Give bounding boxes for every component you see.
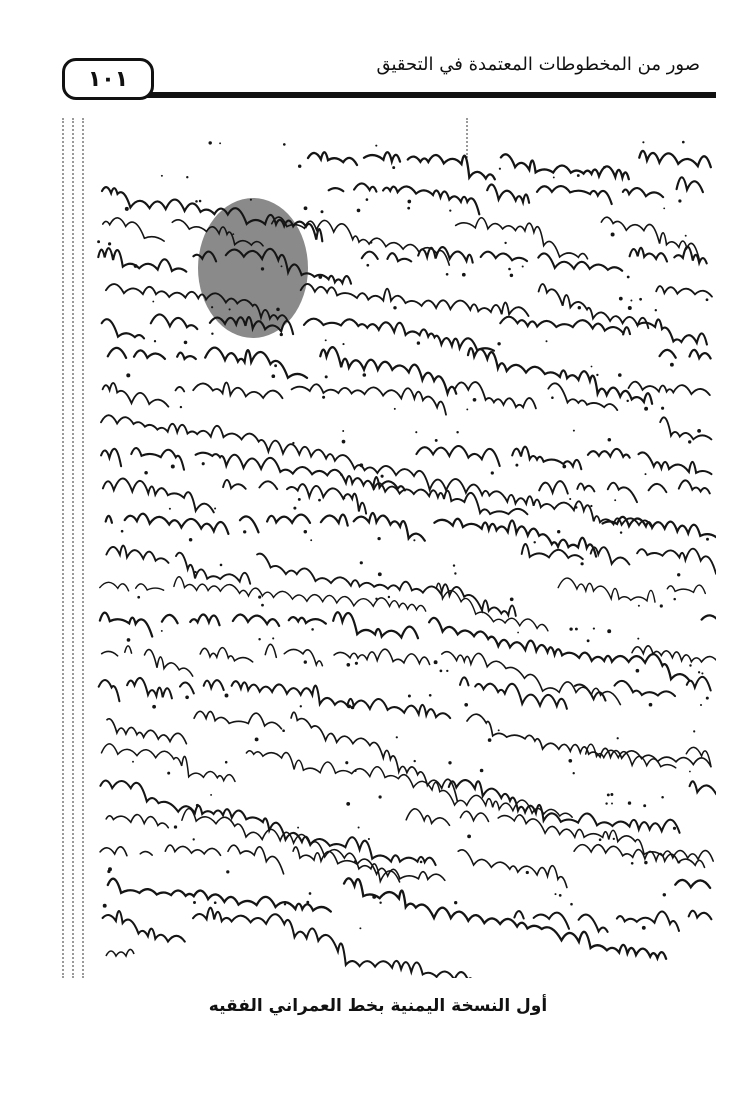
diacritic-dot [372, 895, 376, 899]
diacritic-dot [292, 442, 294, 444]
diacritic-dot [575, 506, 578, 509]
handwriting-strokes [58, 118, 716, 978]
diacritic-dot [689, 664, 691, 666]
diacritic-dot [282, 729, 285, 732]
diacritic-dot [107, 870, 110, 873]
diacritic-dot [346, 663, 350, 667]
diacritic-dot [359, 927, 361, 929]
diacritic-dot [325, 339, 327, 341]
page-number: ١٠١ [62, 58, 154, 100]
diacritic-dot [644, 407, 648, 411]
diacritic-dot [642, 141, 644, 143]
diacritic-dot [599, 838, 602, 841]
diacritic-dot [193, 838, 195, 840]
diacritic-dot [322, 396, 325, 399]
diacritic-dot [610, 793, 613, 796]
manuscript-line [106, 809, 716, 882]
manuscript-line [102, 314, 707, 350]
diacritic-dot [618, 373, 622, 377]
diacritic-dot [644, 861, 647, 864]
diacritic-dot [435, 439, 438, 442]
manuscript-image [58, 118, 716, 978]
diacritic-dot [578, 306, 581, 309]
diacritic-dot [127, 638, 131, 642]
diacritic-dot [280, 333, 283, 336]
diacritic-dot [370, 241, 373, 244]
diacritic-dot [678, 199, 681, 202]
diacritic-dot [293, 507, 296, 510]
diacritic-dot [214, 507, 216, 509]
diacritic-dot [685, 235, 687, 237]
diacritic-dot [284, 903, 286, 905]
diacritic-dot [360, 561, 363, 564]
diacritic-dot [677, 573, 680, 576]
diacritic-dot [351, 706, 355, 710]
diacritic-dot [446, 670, 448, 672]
diacritic-dot [408, 695, 411, 698]
diacritic-dot [587, 639, 590, 642]
diacritic-dot [420, 861, 423, 864]
diacritic-dot [108, 242, 111, 245]
diacritic-dot [488, 738, 492, 742]
diacritic-dot [655, 309, 657, 311]
diacritic-dot [343, 497, 346, 500]
manuscript-line [108, 878, 710, 959]
diacritic-dot [354, 860, 356, 862]
diacritic-dot [569, 627, 572, 630]
diacritic-dot [347, 705, 351, 709]
diacritic-dot [614, 499, 616, 501]
diacritic-dot [377, 537, 380, 540]
diacritic-dot [533, 541, 535, 543]
diacritic-dot [298, 164, 301, 167]
diacritic-dot [250, 199, 252, 201]
diacritic-dot [661, 407, 664, 410]
running-title: صور من المخطوطات المعتمدة في التحقيق [376, 54, 700, 75]
diacritic-dot [355, 662, 358, 665]
diacritic-dot [504, 242, 506, 244]
diacritic-dot [321, 210, 324, 213]
diacritic-dot [103, 904, 107, 908]
diacritic-dot [706, 538, 709, 541]
diacritic-dot [415, 431, 417, 433]
diacritic-dot [318, 499, 321, 502]
diacritic-dot [211, 332, 213, 334]
diacritic-dot [526, 871, 529, 874]
diacritic-dot [697, 429, 701, 433]
manuscript-line [106, 513, 716, 557]
diacritic-dot [134, 264, 138, 268]
catchword [106, 949, 134, 956]
diacritic-dot [272, 637, 274, 639]
diacritic-dot [688, 440, 691, 443]
diacritic-dot [515, 464, 518, 467]
diacritic-dot [189, 538, 193, 542]
diacritic-dot [226, 870, 229, 873]
diacritic-dot [590, 505, 592, 507]
diacritic-dot [663, 893, 666, 896]
diacritic-dot [225, 761, 228, 764]
diacritic-dot [413, 539, 415, 541]
diacritic-dot [619, 297, 623, 301]
diacritic-dot [553, 176, 555, 178]
diacritic-dot [184, 341, 188, 345]
diacritic-dot [473, 398, 477, 402]
diacritic-dot [639, 298, 642, 301]
diacritic-dot [310, 539, 312, 541]
diacritic-dot [300, 705, 302, 707]
diacritic-dot [645, 473, 647, 475]
diacritic-dot [283, 143, 286, 146]
diacritic-dot [342, 343, 344, 345]
diacritic-dot [414, 760, 416, 762]
diacritic-dot [568, 759, 572, 763]
diacritic-dot [194, 571, 196, 573]
diacritic-dot [630, 300, 632, 302]
diacritic-dot [700, 704, 702, 706]
diacritic-dot [392, 166, 395, 169]
diacritic-dot [498, 729, 500, 731]
diacritic-dot [161, 175, 163, 177]
diacritic-dot [225, 694, 229, 698]
diacritic-dot [388, 596, 390, 598]
diacritic-dot [417, 341, 420, 344]
diacritic-dot [121, 530, 124, 533]
diacritic-dot [628, 306, 632, 310]
ink-stain [198, 198, 308, 338]
diacritic-dot [454, 572, 456, 574]
diacritic-dot [573, 430, 575, 432]
diacritic-dot [261, 604, 264, 607]
diacritic-dot [255, 737, 259, 741]
diacritic-dot [603, 166, 606, 169]
diacritic-dot [311, 628, 314, 631]
diacritic-dot [456, 431, 458, 433]
diacritic-dot [208, 141, 211, 144]
diacritic-dot [499, 168, 501, 170]
diacritic-dot [220, 564, 223, 567]
diacritic-dot [596, 374, 598, 376]
diacritic-dot [497, 342, 500, 345]
diacritic-dot [706, 697, 709, 700]
diacritic-dot [345, 761, 348, 764]
diacritic-dot [613, 838, 615, 840]
diacritic-dot [306, 901, 309, 904]
diacritic-dot [126, 373, 130, 377]
diacritic-dot [378, 572, 382, 576]
diacritic-dot [340, 473, 343, 476]
diacritic-dot [682, 141, 685, 144]
diacritic-dot [357, 209, 361, 213]
diacritic-dot [366, 198, 369, 201]
diacritic-dot [375, 598, 377, 600]
diacritic-dot [446, 273, 449, 276]
diacritic-dot [580, 562, 583, 565]
diacritic-dot [573, 772, 575, 774]
diacritic-dot [407, 207, 410, 210]
diacritic-dot [449, 209, 451, 211]
diacritic-dot [232, 233, 234, 235]
diacritic-dot [346, 802, 350, 806]
diacritic-dot [562, 465, 566, 469]
diacritic-dot [555, 893, 557, 895]
diacritic-dot [638, 605, 640, 607]
diacritic-dot [271, 374, 275, 378]
page-header [56, 40, 716, 98]
manuscript-line [107, 711, 711, 801]
diacritic-dot [559, 894, 562, 897]
diacritic-dot [379, 902, 381, 904]
diacritic-dot [342, 430, 344, 432]
diacritic-dot [261, 267, 264, 270]
diacritic-dot [375, 145, 377, 147]
manuscript-line [102, 744, 711, 817]
diacritic-dot [626, 400, 628, 402]
diacritic-dot [304, 206, 308, 210]
diacritic-dot [137, 596, 140, 599]
diacritic-dot [611, 233, 615, 237]
diacritic-dot [611, 803, 613, 805]
diacritic-dot [643, 804, 646, 807]
diacritic-dot [607, 793, 610, 796]
diacritic-dot [546, 340, 548, 342]
diacritic-dot [229, 308, 231, 310]
diacritic-dot [689, 771, 691, 773]
diacritic-dot [354, 770, 356, 772]
diacritic-dot [381, 475, 384, 478]
diacritic-dot [358, 826, 360, 828]
diacritic-dot [210, 794, 212, 796]
diacritic-dot [608, 438, 612, 442]
diacritic-dot [393, 306, 396, 309]
diacritic-dot [551, 396, 554, 399]
diacritic-dot [169, 508, 171, 510]
diacritic-dot [211, 306, 213, 308]
diacritic-dot [214, 901, 217, 904]
diacritic-dot [243, 530, 246, 533]
manuscript-line [103, 908, 712, 978]
diacritic-dot [196, 804, 199, 807]
diacritic-dot [193, 901, 196, 904]
diacritic-dot [706, 298, 709, 301]
diacritic-dot [593, 628, 595, 630]
diacritic-dot [628, 801, 631, 804]
diacritic-dot [570, 903, 573, 906]
diacritic-dot [258, 596, 261, 599]
diacritic-dot [219, 142, 221, 144]
diacritic-dot [152, 301, 154, 303]
diacritic-dot [491, 471, 494, 474]
diacritic-dot [522, 265, 524, 267]
diacritic-dot [467, 835, 471, 839]
diacritic-dot [575, 628, 578, 631]
diacritic-dot [366, 264, 369, 267]
figure-caption: أول النسخة اليمنية بخط العمراني الفقيه [208, 996, 548, 1016]
manuscript-line [102, 177, 703, 241]
diacritic-dot [383, 893, 385, 895]
diacritic-dot [359, 463, 363, 467]
diacritic-dot [649, 703, 653, 707]
manuscript-line [100, 612, 716, 681]
manuscript-line [101, 415, 711, 526]
diacritic-dot [97, 240, 100, 243]
diacritic-dot [304, 660, 307, 663]
diacritic-dot [661, 796, 664, 799]
diacritic-dot [591, 366, 593, 368]
diacritic-dot [258, 638, 260, 640]
diacritic-dot [631, 862, 634, 865]
diacritic-dot [304, 530, 307, 533]
manuscript-line [98, 247, 706, 284]
diacritic-dot [577, 174, 580, 177]
diacritic-dot [185, 695, 189, 699]
diacritic-dot [434, 660, 438, 664]
diacritic-dot [637, 638, 639, 640]
diacritic-dot [605, 802, 607, 804]
diacritic-dot [510, 274, 513, 277]
manuscript-line [308, 151, 711, 179]
diacritic-dot [161, 630, 163, 632]
diacritic-dot [448, 761, 451, 764]
manuscript-line [103, 382, 710, 415]
diacritic-dot [144, 471, 148, 475]
diacritic-dot [174, 825, 177, 828]
diacritic-dot [508, 268, 511, 271]
diacritic-dot [298, 498, 301, 501]
diacritic-dot [480, 769, 484, 773]
manuscript-line [100, 845, 704, 888]
diacritic-dot [620, 531, 622, 533]
diacritic-dot [517, 632, 519, 634]
diacritic-dot [199, 200, 202, 203]
diacritic-dot [673, 827, 676, 830]
diacritic-dot [276, 308, 280, 312]
diacritic-dot [698, 671, 700, 673]
diacritic-dot [462, 273, 466, 277]
diacritic-dot [186, 176, 188, 178]
diacritic-dot [636, 669, 640, 673]
diacritic-dot [569, 498, 571, 500]
diacritic-dot [180, 406, 182, 408]
diacritic-dot [510, 597, 514, 601]
diacritic-dot [660, 604, 663, 607]
diacritic-dot [701, 672, 703, 674]
diacritic-dot [154, 340, 156, 342]
diacritic-dot [297, 827, 299, 829]
diacritic-dot [281, 265, 283, 267]
diacritic-dot [673, 598, 676, 601]
diacritic-dot [617, 737, 619, 739]
diacritic-dot [454, 901, 457, 904]
manuscript-line [106, 284, 712, 328]
diacritic-dot [342, 440, 346, 444]
diacritic-dot [325, 375, 328, 378]
diacritic-dot [678, 861, 680, 863]
diacritic-dot [125, 207, 129, 211]
diacritic-dot [440, 670, 443, 673]
diacritic-dot [622, 334, 624, 336]
manuscript-line [103, 478, 716, 514]
diacritic-dot [318, 275, 322, 279]
diacritic-dot [363, 373, 367, 377]
diacritic-dot [274, 364, 277, 367]
diacritic-dot [152, 705, 156, 709]
diacritic-dot [607, 629, 611, 633]
diacritic-dot [195, 200, 198, 203]
manuscript-line [99, 677, 711, 718]
diacritic-dot [202, 462, 205, 465]
diacritic-dot [171, 465, 175, 469]
diacritic-dot [466, 408, 468, 410]
manuscript-line [101, 446, 711, 490]
diacritic-dot [464, 703, 468, 707]
diacritic-dot [557, 530, 560, 533]
diacritic-dot [309, 892, 312, 895]
diacritic-dot [642, 926, 646, 930]
diacritic-dot [670, 363, 674, 367]
diacritic-dot [429, 694, 432, 697]
diacritic-dot [627, 276, 630, 279]
diacritic-dot [132, 761, 134, 763]
diacritic-dot [378, 795, 381, 798]
diacritic-dot [693, 730, 695, 732]
diacritic-dot [663, 207, 665, 209]
header-rule [116, 92, 716, 98]
diacritic-dot [407, 200, 411, 204]
diacritic-dot [167, 772, 170, 775]
diacritic-dot [396, 736, 398, 738]
diacritic-dot [368, 838, 370, 840]
diacritic-dot [453, 564, 455, 566]
diacritic-dot [394, 408, 396, 410]
manuscript-line [103, 217, 712, 265]
